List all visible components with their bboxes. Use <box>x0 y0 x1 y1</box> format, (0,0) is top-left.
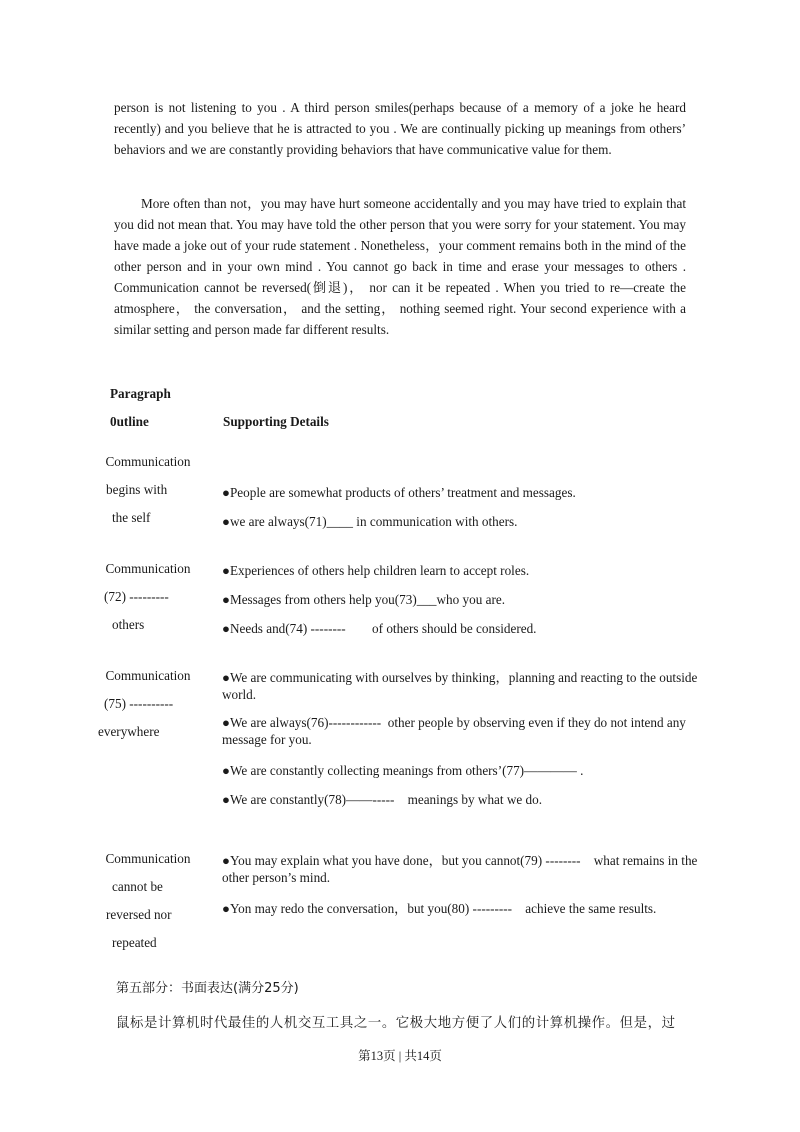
row-3-detail-1: ●We are communicating with ourselves by thinking，planning and reacting to the outside world. <box>222 670 698 702</box>
section-title: 第五部分：书面表达(满分25分) <box>116 981 299 996</box>
outline-line: (72) --------- <box>104 589 169 604</box>
outline-line: Communication <box>105 851 191 866</box>
outline-line: others <box>112 617 145 632</box>
row-3-detail-3: ●We are constantly collecting meanings from others’(77)———— . <box>222 763 584 778</box>
row-2-detail-1: ●Experiences of others help children learn to accept roles. <box>222 563 530 578</box>
outline-line: begins with <box>106 482 168 497</box>
row-3-detail-2: ●We are always(76)------------ other people by observing even if they do not intend any message for you. <box>222 715 690 747</box>
row-2-outline <box>100 555 196 639</box>
row-1-detail-1: ●People are somewhat products of others’ treatment and messages. <box>222 485 576 500</box>
row-1-outline <box>100 448 196 532</box>
outline-line: repeated <box>112 935 157 950</box>
row-4-detail-2: ●Yon may redo the conversation，but you(80) --------- achieve the same results. <box>222 901 657 916</box>
passage-paragraph-1: person is not listening to you . A third person smiles(perhaps because of a memory of a joke he heard recently) and you believe that he is attracted to you . We are continually picking up meanings from others’ behaviors and we are constantly providing behaviors that have communicative value for them. <box>114 100 686 157</box>
section-prompt-text: 鼠标是计算机时代最佳的人机交互工具之一。它极大地方便了人们的计算机操作。但是，过 <box>116 1016 676 1031</box>
row-4-detail-1: ●You may explain what you have done，but you cannot(79) -------- what remains in the other person’s mind. <box>222 853 701 885</box>
outline-line: Communication <box>105 561 191 576</box>
row-2-detail-3: ●Needs and(74) -------- of others should be considered. <box>222 621 537 636</box>
row-3-outline <box>98 662 198 746</box>
outline-line: the self <box>112 510 151 525</box>
row-4-outline <box>98 845 198 957</box>
table-header-outline-line1: Paragraph <box>110 386 171 401</box>
outline-line: cannot be <box>112 879 163 894</box>
table-header-details: Supporting Details <box>223 414 329 429</box>
row-1-detail-2: ●we are always(71)____ in communication with others. <box>222 514 518 529</box>
passage-paragraph-2: More often than not，you may have hurt someone accidentally and you may have tried to explain that you did not mean that. You may have told the other person that you were sorry for your statement. You may have made a joke out of your rude statement . Nonetheless，your comment remains both in the mind of the other person and in your own mind . You cannot go back in time and erase your messages to others . Communication cannot be reversed(倒退)， nor can it be repeated . When you tried to re—create the atmosphere， the conversation， and the setting， nothing seemed right. Your second experience with a similar setting and person made far different results. <box>114 196 686 337</box>
outline-line: (75) ---------- <box>104 696 174 711</box>
row-2-detail-2: ●Messages from others help you(73)___who you are. <box>222 592 506 607</box>
table-header-outline-line2: 0utline <box>110 414 149 429</box>
outline-line: Communication <box>105 668 191 683</box>
row-3-detail-4: ●We are constantly(78)——----- meanings by what we do. <box>222 792 543 807</box>
outline-line: Communication <box>105 454 191 469</box>
outline-line: reversed nor <box>106 907 172 922</box>
page-footer: 第13页 | 共14页 <box>358 1049 442 1063</box>
outline-line: everywhere <box>98 724 160 739</box>
